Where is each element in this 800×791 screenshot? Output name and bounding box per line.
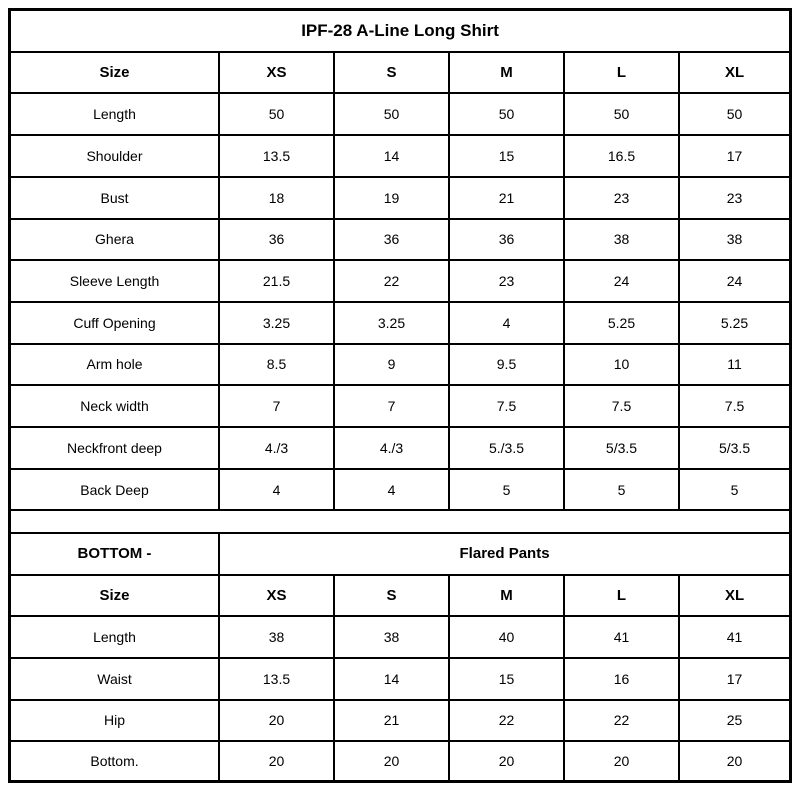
shirt-measurement-value: 36 [219, 219, 334, 261]
shirt-measurement-value: 21 [449, 177, 564, 219]
size-chart [8, 8, 792, 783]
shirt-measurement-value: 13.5 [219, 135, 334, 177]
shirt-measurement-value: 38 [564, 219, 679, 261]
shirt-measurement-value: 10 [564, 344, 679, 386]
pants-measurement-value: 20 [219, 700, 334, 742]
shirt-measurement-value: 7.5 [449, 385, 564, 427]
shirt-measurement-value: 5.25 [679, 302, 789, 344]
shirt-measurement-label: Ghera [11, 219, 219, 261]
shirt-measurement-value: 5.25 [564, 302, 679, 344]
shirt-measurement-value: 50 [564, 93, 679, 135]
shirt-measurement-value: 50 [449, 93, 564, 135]
pants-header-cell: Size [11, 575, 219, 617]
shirt-measurement-value: 50 [679, 93, 789, 135]
pants-header-cell: L [564, 575, 679, 617]
pants-table-row [11, 616, 789, 658]
section-spacer [11, 510, 789, 532]
pants-measurement-value: 17 [679, 658, 789, 700]
pants-table-row [11, 658, 789, 700]
shirt-measurement-value: 24 [564, 260, 679, 302]
shirt-measurement-label: Sleeve Length [11, 260, 219, 302]
shirt-measurement-label: Arm hole [11, 344, 219, 386]
shirt-header-cell: XS [219, 52, 334, 94]
pants-header-row [11, 575, 789, 617]
section-spacer-row [11, 510, 789, 532]
size-chart-table [11, 11, 789, 780]
shirt-measurement-value: 17 [679, 135, 789, 177]
shirt-measurement-value: 36 [449, 219, 564, 261]
shirt-table-row [11, 344, 789, 386]
shirt-header-cell: L [564, 52, 679, 94]
shirt-measurement-value: 4./3 [334, 427, 449, 469]
pants-measurement-value: 22 [564, 700, 679, 742]
shirt-table-row [11, 135, 789, 177]
shirt-measurement-label: Back Deep [11, 469, 219, 511]
pants-measurement-value: 20 [679, 741, 789, 780]
bottom-label: BOTTOM - [11, 533, 219, 575]
pants-header-cell: XS [219, 575, 334, 617]
shirt-measurement-value: 21.5 [219, 260, 334, 302]
shirt-measurement-label: Neckfront deep [11, 427, 219, 469]
shirt-measurement-value: 36 [334, 219, 449, 261]
shirt-title: IPF-28 A-Line Long Shirt [11, 11, 789, 52]
shirt-measurement-label: Cuff Opening [11, 302, 219, 344]
shirt-measurement-value: 18 [219, 177, 334, 219]
pants-measurement-label: Waist [11, 658, 219, 700]
shirt-measurement-value: 14 [334, 135, 449, 177]
shirt-measurement-value: 5/3.5 [679, 427, 789, 469]
shirt-table-row [11, 385, 789, 427]
shirt-measurement-value: 19 [334, 177, 449, 219]
shirt-measurement-value: 11 [679, 344, 789, 386]
pants-measurement-value: 14 [334, 658, 449, 700]
pants-title-row [11, 533, 789, 575]
shirt-header-cell: XL [679, 52, 789, 94]
pants-measurement-value: 15 [449, 658, 564, 700]
shirt-measurement-value: 7.5 [564, 385, 679, 427]
pants-measurement-value: 16 [564, 658, 679, 700]
pants-measurement-value: 25 [679, 700, 789, 742]
shirt-header-cell: S [334, 52, 449, 94]
shirt-measurement-value: 4 [334, 469, 449, 511]
shirt-measurement-value: 50 [334, 93, 449, 135]
shirt-table-row [11, 219, 789, 261]
shirt-table-row [11, 177, 789, 219]
shirt-measurement-value: 24 [679, 260, 789, 302]
pants-measurement-value: 21 [334, 700, 449, 742]
pants-title: Flared Pants [219, 533, 789, 575]
shirt-measurement-value: 15 [449, 135, 564, 177]
shirt-measurement-label: Length [11, 93, 219, 135]
pants-measurement-value: 38 [334, 616, 449, 658]
pants-header-cell: M [449, 575, 564, 617]
shirt-measurement-value: 16.5 [564, 135, 679, 177]
pants-measurement-value: 22 [449, 700, 564, 742]
pants-measurement-value: 41 [679, 616, 789, 658]
pants-measurement-label: Hip [11, 700, 219, 742]
shirt-measurement-value: 5 [564, 469, 679, 511]
shirt-table-row [11, 260, 789, 302]
pants-table-row [11, 700, 789, 742]
shirt-header-cell: M [449, 52, 564, 94]
shirt-table-row [11, 93, 789, 135]
shirt-measurement-value: 9 [334, 344, 449, 386]
shirt-measurement-value: 8.5 [219, 344, 334, 386]
shirt-measurement-label: Shoulder [11, 135, 219, 177]
shirt-table-row [11, 427, 789, 469]
shirt-measurement-value: 4 [449, 302, 564, 344]
shirt-measurement-value: 22 [334, 260, 449, 302]
shirt-measurement-value: 23 [679, 177, 789, 219]
shirt-measurement-value: 3.25 [219, 302, 334, 344]
pants-header-cell: S [334, 575, 449, 617]
pants-measurement-value: 13.5 [219, 658, 334, 700]
shirt-measurement-value: 23 [449, 260, 564, 302]
pants-measurement-value: 20 [564, 741, 679, 780]
shirt-measurement-label: Bust [11, 177, 219, 219]
pants-measurement-value: 41 [564, 616, 679, 658]
shirt-measurement-value: 38 [679, 219, 789, 261]
pants-header-cell: XL [679, 575, 789, 617]
pants-measurement-value: 20 [334, 741, 449, 780]
pants-measurement-label: Length [11, 616, 219, 658]
shirt-table-row [11, 302, 789, 344]
shirt-measurement-value: 7 [334, 385, 449, 427]
shirt-measurement-label: Neck width [11, 385, 219, 427]
shirt-measurement-value: 23 [564, 177, 679, 219]
pants-table-row [11, 741, 789, 780]
shirt-measurement-value: 4./3 [219, 427, 334, 469]
shirt-measurement-value: 7.5 [679, 385, 789, 427]
shirt-measurement-value: 7 [219, 385, 334, 427]
shirt-measurement-value: 5 [679, 469, 789, 511]
shirt-table-row [11, 469, 789, 511]
shirt-title-row [11, 11, 789, 52]
pants-measurement-label: Bottom. [11, 741, 219, 780]
pants-measurement-value: 38 [219, 616, 334, 658]
pants-measurement-value: 20 [219, 741, 334, 780]
shirt-header-cell: Size [11, 52, 219, 94]
pants-measurement-value: 20 [449, 741, 564, 780]
shirt-measurement-value: 5/3.5 [564, 427, 679, 469]
pants-measurement-value: 40 [449, 616, 564, 658]
shirt-measurement-value: 3.25 [334, 302, 449, 344]
shirt-measurement-value: 5 [449, 469, 564, 511]
shirt-measurement-value: 9.5 [449, 344, 564, 386]
shirt-header-row [11, 52, 789, 94]
shirt-measurement-value: 50 [219, 93, 334, 135]
shirt-measurement-value: 4 [219, 469, 334, 511]
shirt-measurement-value: 5./3.5 [449, 427, 564, 469]
